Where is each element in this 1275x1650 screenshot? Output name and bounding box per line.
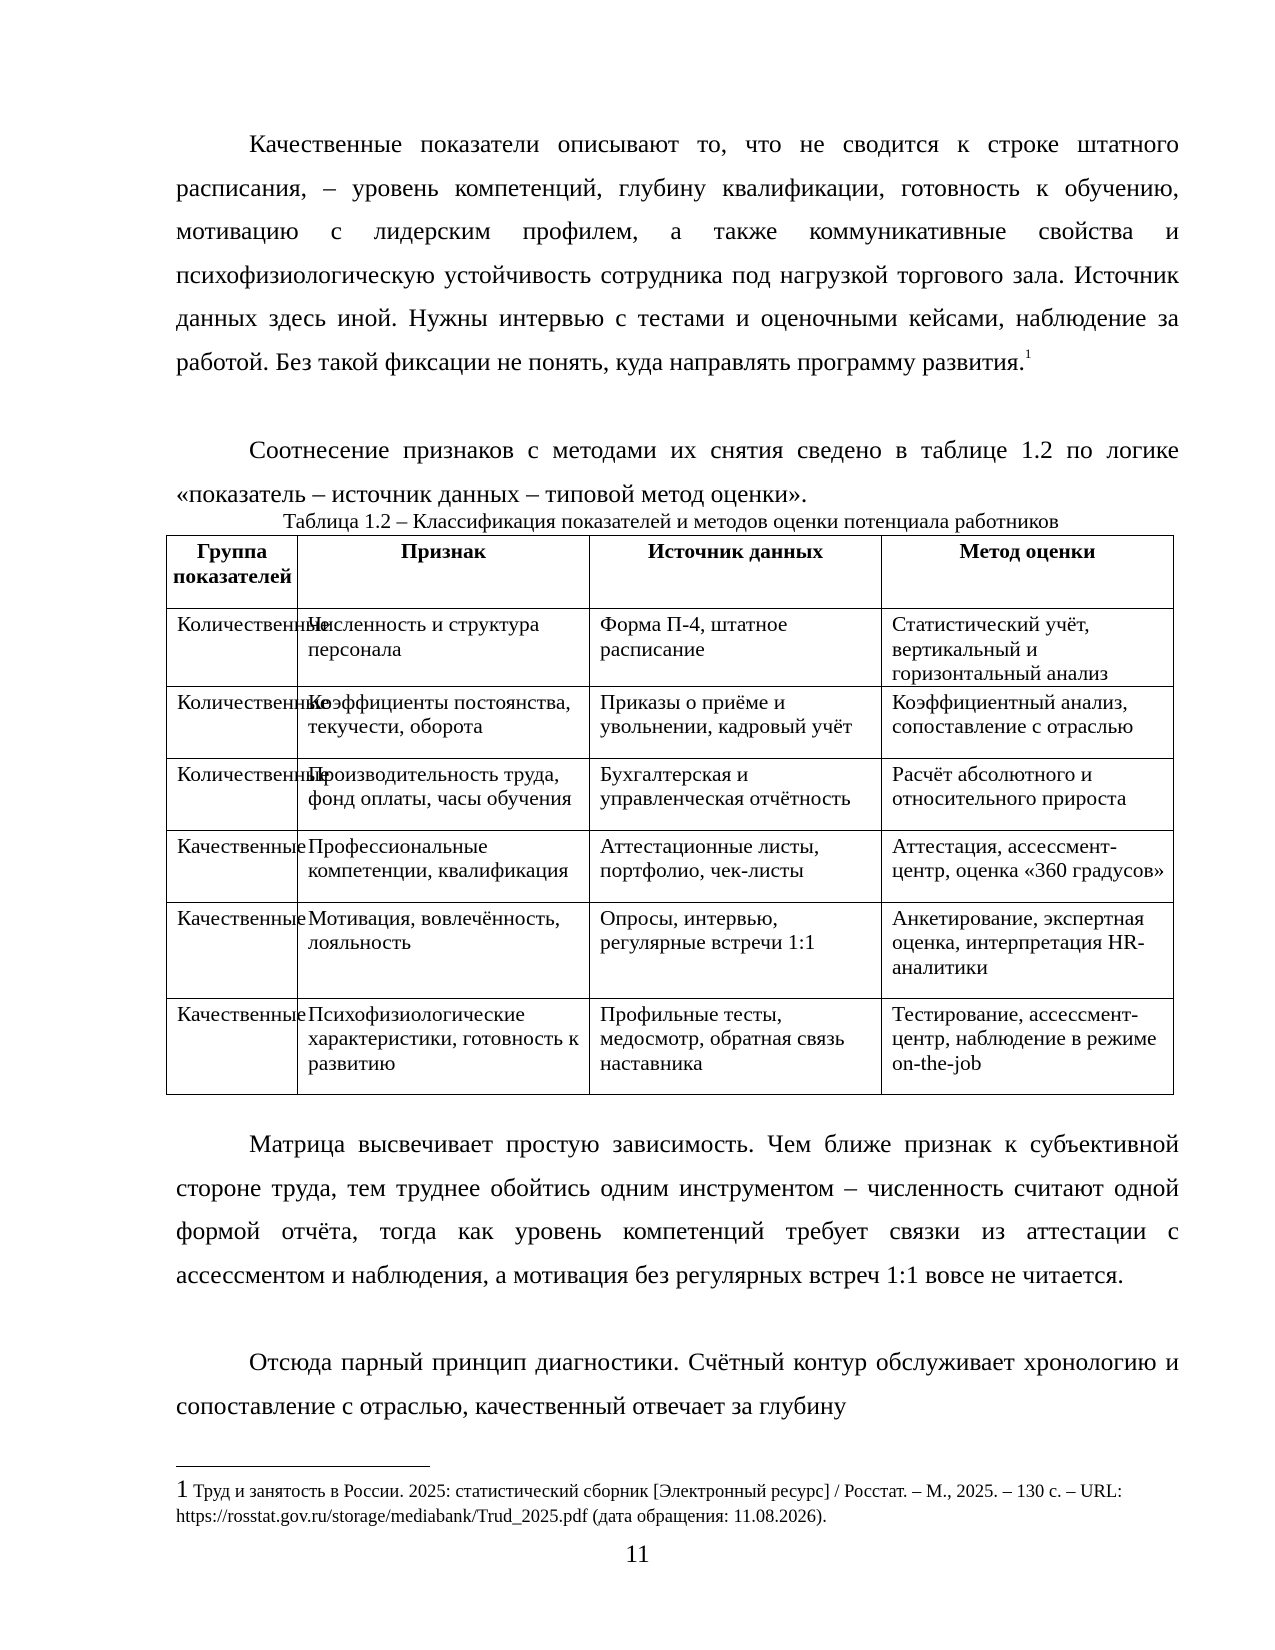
table-cell: Производительность труда, фонд оплаты, часы обучения [298, 758, 590, 830]
table-cell: Расчёт абсолютного и относительного прироста [882, 758, 1174, 830]
table-cell: Анкетирование, экспертная оценка, интерпретация HR-аналитики [882, 902, 1174, 998]
table-row [167, 758, 1174, 830]
table-cell: Приказы о приёме и увольнении, кадровый учёт [590, 686, 882, 758]
table-cell: Мотивация, вовлечённость, лояльность [298, 902, 590, 998]
table-cell: Форма П-4, штатное расписание [590, 609, 882, 687]
paragraph-text: Отсюда парный принцип диагностики. Счётный контур обслуживает хронологию и сопоставление с отраслью, качественный отвечает за глубину [176, 1347, 1179, 1420]
table-caption: Таблица 1.2 – Классификация показателей и методов оценки потенциала работников [283, 509, 1059, 533]
table-cell: Аттестация, ассессмент-центр, оценка «360 градусов» [882, 830, 1174, 902]
table-row [167, 902, 1174, 998]
footnote [176, 1477, 1186, 1530]
column-header-group: Группа показателей [167, 536, 298, 609]
table-cell: Коэффициенты постоянства, текучести, оборота [298, 686, 590, 758]
table-cell: Статистический учёт, вертикальный и горизонтальный анализ [882, 609, 1174, 687]
paragraph-text: Качественные показатели описывают то, что не сводится к строке штатного расписания, – уровень компетенций, глубину квалификации, готовность к обучению, мотивацию с лидерским профилем, а также коммуникативные свойства и психофизиологическую устойчивость сотрудника под нагрузкой торгового зала. Источник данных здесь иной. Нужны интервью с тестами и оценочными кейсами, наблюдение за работой. Без такой фиксации не понять, куда направлять программу развития. [176, 129, 1179, 376]
paragraph-matrix-conclusion [176, 1122, 1179, 1296]
indicators-table [166, 535, 1174, 1095]
table-header-row [167, 536, 1174, 609]
table-cell: Численность и структура персонала [298, 609, 590, 687]
table-cell: Качественные [167, 998, 298, 1094]
column-header-source: Источник данных [590, 536, 882, 609]
table-cell: Тестирование, ассессмент-центр, наблюдение в режиме on-the-job [882, 998, 1174, 1094]
table-cell: Количественные [167, 686, 298, 758]
paragraph-table-intro [176, 428, 1179, 515]
paragraph-diagnostic-principle [176, 1340, 1179, 1427]
table-cell: Бухгалтерская и управленческая отчётность [590, 758, 882, 830]
paragraph-text: Соотнесение признаков с методами их снятия сведено в таблице 1.2 по логике «показатель – источник данных – типовой метод оценки». [176, 435, 1179, 508]
table-row [167, 830, 1174, 902]
table-cell: Профессиональные компетенции, квалификация [298, 830, 590, 902]
column-header-feature: Признак [298, 536, 590, 609]
footnote-text: Труд и занятость в России. 2025: статистический сборник [Электронный ресурс] / Росстат. – М., 2025. – 130 с. – URL: https://rosstat.gov.ru/storage/mediabank/Trud_2025.pdf (дата обращения: 11.08.2026). [176, 1482, 1123, 1527]
table-row [167, 998, 1174, 1094]
table-cell: Качественные [167, 902, 298, 998]
table-cell: Количественные [167, 758, 298, 830]
table-cell: Аттестационные листы, портфолио, чек-листы [590, 830, 882, 902]
table-cell: Психофизиологические характеристики, готовность к развитию [298, 998, 590, 1094]
footnote-separator [176, 1466, 430, 1467]
footnote-reference[interactable]: 1 [1024, 345, 1032, 361]
paragraph-text: Матрица высвечивает простую зависимость. Чем ближе признак к субъективной стороне труда, тем труднее обойтись одним инструментом – численность считают одной формой отчёта, тогда как уровень компетенций требует связки из аттестации с ассессментом и наблюдения, а мотивация без регулярных встреч 1:1 вовсе не читается. [176, 1129, 1179, 1289]
table-cell: Опросы, интервью, регулярные встречи 1:1 [590, 902, 882, 998]
table-cell: Коэффициентный анализ, сопоставление с отраслью [882, 686, 1174, 758]
table-cell: Профильные тесты, медосмотр, обратная связь наставника [590, 998, 882, 1094]
table-row [167, 686, 1174, 758]
column-header-method: Метод оценки [882, 536, 1174, 609]
paragraph-qualitative-indicators [176, 122, 1179, 383]
table-row [167, 609, 1174, 687]
footnote-mark: 1 [176, 1476, 189, 1503]
table-cell: Количественные [167, 609, 298, 687]
page-number: 11 [625, 1539, 650, 1568]
table-cell: Качественные [167, 830, 298, 902]
